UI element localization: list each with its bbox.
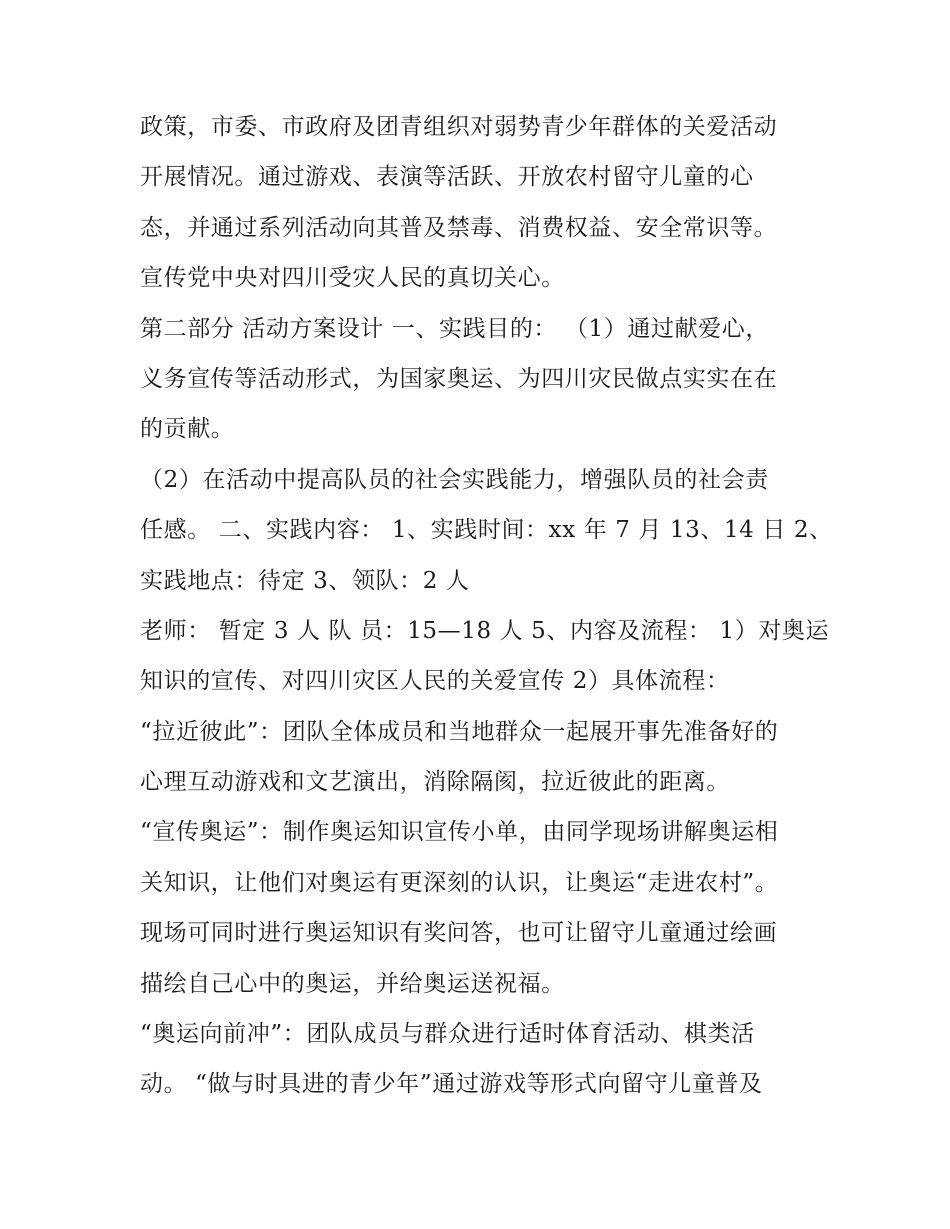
text-line: 知识的宣传、对四川灾区人民的关爱宣传 2）具体流程： bbox=[140, 668, 730, 695]
text-line: 动。 “做与时具进的青少年”通过游戏等形式向留守儿童普及 bbox=[140, 1071, 763, 1098]
text-line: 义务宣传等活动形式，为国家奥运、为四川灾民做点实实在在 bbox=[140, 365, 778, 392]
text-line: “拉近彼此”：团队全体成员和当地群众一起展开事先准备好的 bbox=[140, 718, 779, 745]
document-body bbox=[140, 102, 833, 1110]
text-line: （2）在活动中提高队员的社会实践能力，增强队员的社会责 bbox=[140, 466, 769, 493]
text-line: 态，并通过系列活动向其普及禁毒、消费权益、安全常识等。 bbox=[140, 214, 778, 241]
text-line: 老师： 暂定 3 人 队 员：15—18 人 5、内容及流程： 1）对奥运 bbox=[140, 617, 830, 644]
text-line: 任感。 二、实践内容： 1、实践时间：xx 年 7 月 13、14 日 2、 bbox=[140, 517, 833, 544]
text-line: 宣传党中央对四川受灾人民的真切关心。 bbox=[140, 265, 565, 292]
text-line: “奥运向前冲”：团队成员与群众进行适时体育活动、棋类活 bbox=[140, 1021, 755, 1048]
text-line: 开展情况。通过游戏、表演等活跃、开放农村留守儿童的心 bbox=[140, 164, 754, 191]
text-line: 政策，市委、市政府及团青组织对弱势青少年群体的关爱活动 bbox=[140, 114, 778, 140]
text-line: 实践地点：待定 3、领队：2 人 bbox=[140, 567, 470, 594]
text-line: 现场可同时进行奥运知识有奖问答，也可让留守儿童通过绘画 bbox=[140, 920, 778, 947]
text-line: “宣传奥运”：制作奥运知识宣传小单，由同学现场讲解奥运相 bbox=[140, 819, 779, 846]
text-line: 的贡献。 bbox=[140, 416, 235, 443]
text-line: 描绘自己心中的奥运，并给奥运送祝福。 bbox=[140, 970, 565, 997]
text-line: 心理互动游戏和文艺演出，消除隔阂，拉近彼此的距离。 bbox=[140, 769, 730, 796]
text-line: 关知识，让他们对奥运有更深刻的认识，让奥运“走进农村”。 bbox=[140, 869, 779, 896]
text-line: 第二部分 活动方案设计 一、实践目的： （1）通过献爱心， bbox=[140, 315, 769, 342]
